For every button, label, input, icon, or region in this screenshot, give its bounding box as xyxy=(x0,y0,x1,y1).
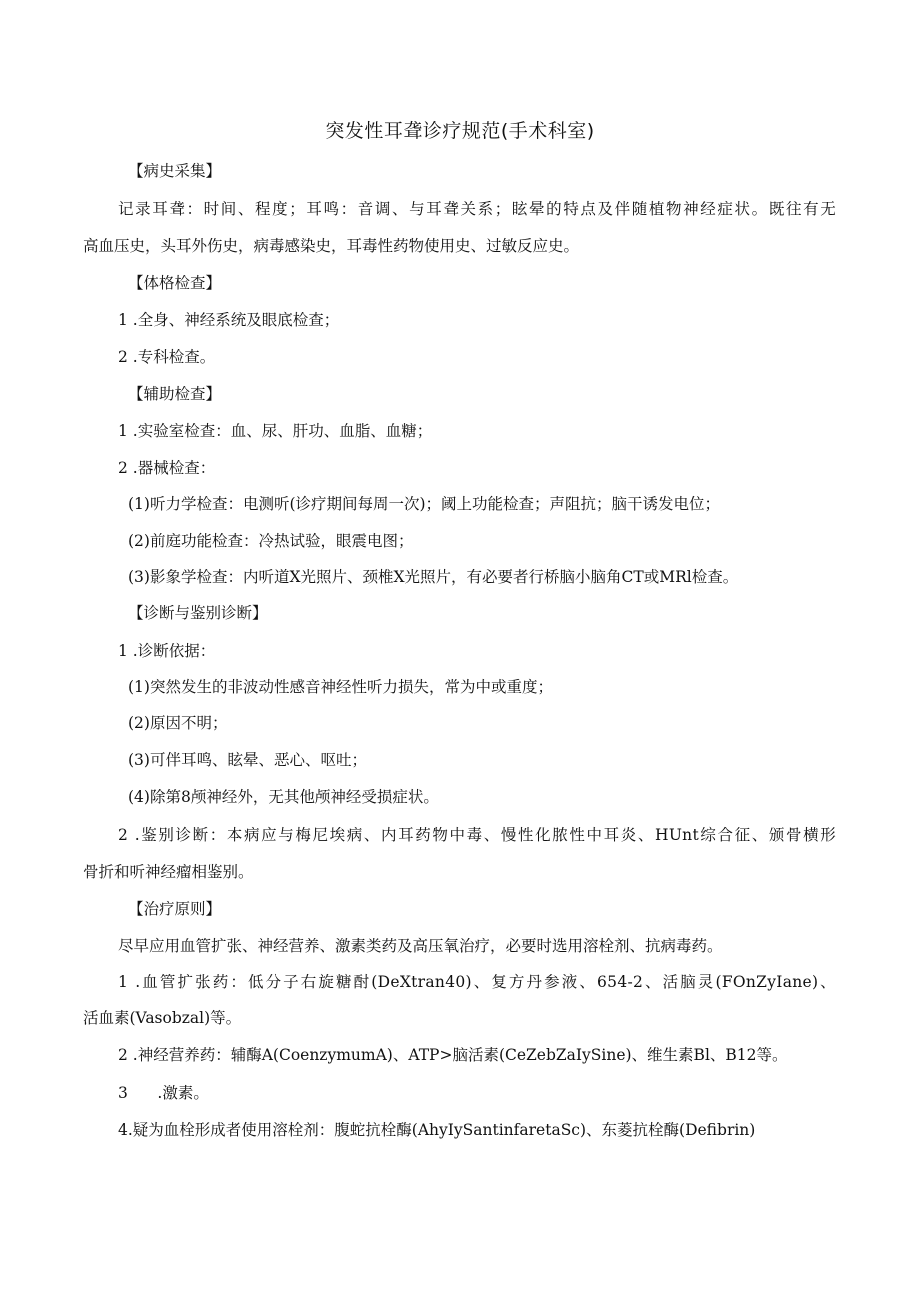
diagnosis-item-1: 1 .诊断依据： xyxy=(118,642,216,660)
diagnosis-sub-item-4: (4)除第8颅神经外，无其他颅神经受损症状。 xyxy=(128,788,439,806)
diagnosis-item-2-line-2: 骨折和听神经瘤相鉴别。 xyxy=(83,863,254,881)
section-heading-history: 【病史采集】 xyxy=(128,162,222,180)
document-title: 突发性耳聋诊疗规范(手术科室) xyxy=(325,120,595,142)
diagnosis-sub-item-1: (1)突然发生的非波动性感音神经性听力损失，常为中或重度； xyxy=(128,678,553,696)
section-heading-diagnosis: 【诊断与鉴别诊断】 xyxy=(128,604,268,622)
aux-sub-item-3: (3)影象学检查：内听道X光照片、颈椎X光照片，有必要者行桥脑小脑角CT或MRl检查。 xyxy=(128,568,739,586)
aux-sub-item-2: (2)前庭功能检查：冷热试验，眼震电图； xyxy=(128,532,414,550)
treatment-item-4: 4.疑为血栓形成者使用溶栓剂：腹蛇抗栓酶(AhyIySantinfaretaSc)、东菱抗栓酶(Defibrin) xyxy=(118,1121,756,1139)
aux-item-1: 1 .实验室检查：血、尿、肝功、血脂、血糖； xyxy=(118,422,433,440)
treatment-item-2: 2 .神经营养药：辅酶A(CoenzymumA)、ATP>脑活素(CeZebZaIySine)、维生素Bl、B12等。 xyxy=(118,1046,788,1064)
section-heading-aux: 【辅助检查】 xyxy=(128,385,222,403)
treatment-item-1-line-2: 活血素(Vasobzal)等。 xyxy=(83,1009,242,1027)
aux-sub-item-1: (1)听力学检查：电测听(诊疗期间每周一次)；阈上功能检查；声阻抗；脑干诱发电位； xyxy=(128,495,721,513)
section-heading-exam: 【体格检查】 xyxy=(128,274,222,292)
diagnosis-sub-item-3: (3)可伴耳鸣、眩晕、恶心、呕吐； xyxy=(128,751,367,769)
aux-item-2: 2 .器械检查： xyxy=(118,459,216,477)
history-paragraph-line-2: 高血压史，头耳外伤史，病毒感染史，耳毒性药物使用史、过敏反应史。 xyxy=(83,237,580,255)
exam-item-2: 2 .专科检查。 xyxy=(118,348,216,366)
diagnosis-item-2-line-1: 2 .鉴别诊断：本病应与梅尼埃病、内耳药物中毒、慢性化脓性中耳炎、HUnt综合征、颁骨横形 xyxy=(118,826,836,844)
section-heading-treatment: 【治疗原则】 xyxy=(128,900,222,918)
history-paragraph-line-1: 记录耳聋：时间、程度；耳鸣：音调、与耳聋关系；眩晕的特点及伴随植物神经症状。既往有无 xyxy=(118,200,836,218)
treatment-item-3: 3 .激素。 xyxy=(118,1084,209,1102)
treatment-item-1-line-1: 1 .血管扩张药：低分子右旋糖酎(DeXtran40)、复方丹参液、654-2、活脑灵(FOnZyIane)、 xyxy=(118,973,836,991)
treatment-intro: 尽早应用血管扩张、神经营养、激素类药及高压氧治疗，必要时选用溶栓剂、抗病毒药。 xyxy=(118,937,723,955)
diagnosis-sub-item-2: (2)原因不明； xyxy=(128,714,228,732)
exam-item-1: 1 .全身、神经系统及眼底检查； xyxy=(118,311,340,329)
